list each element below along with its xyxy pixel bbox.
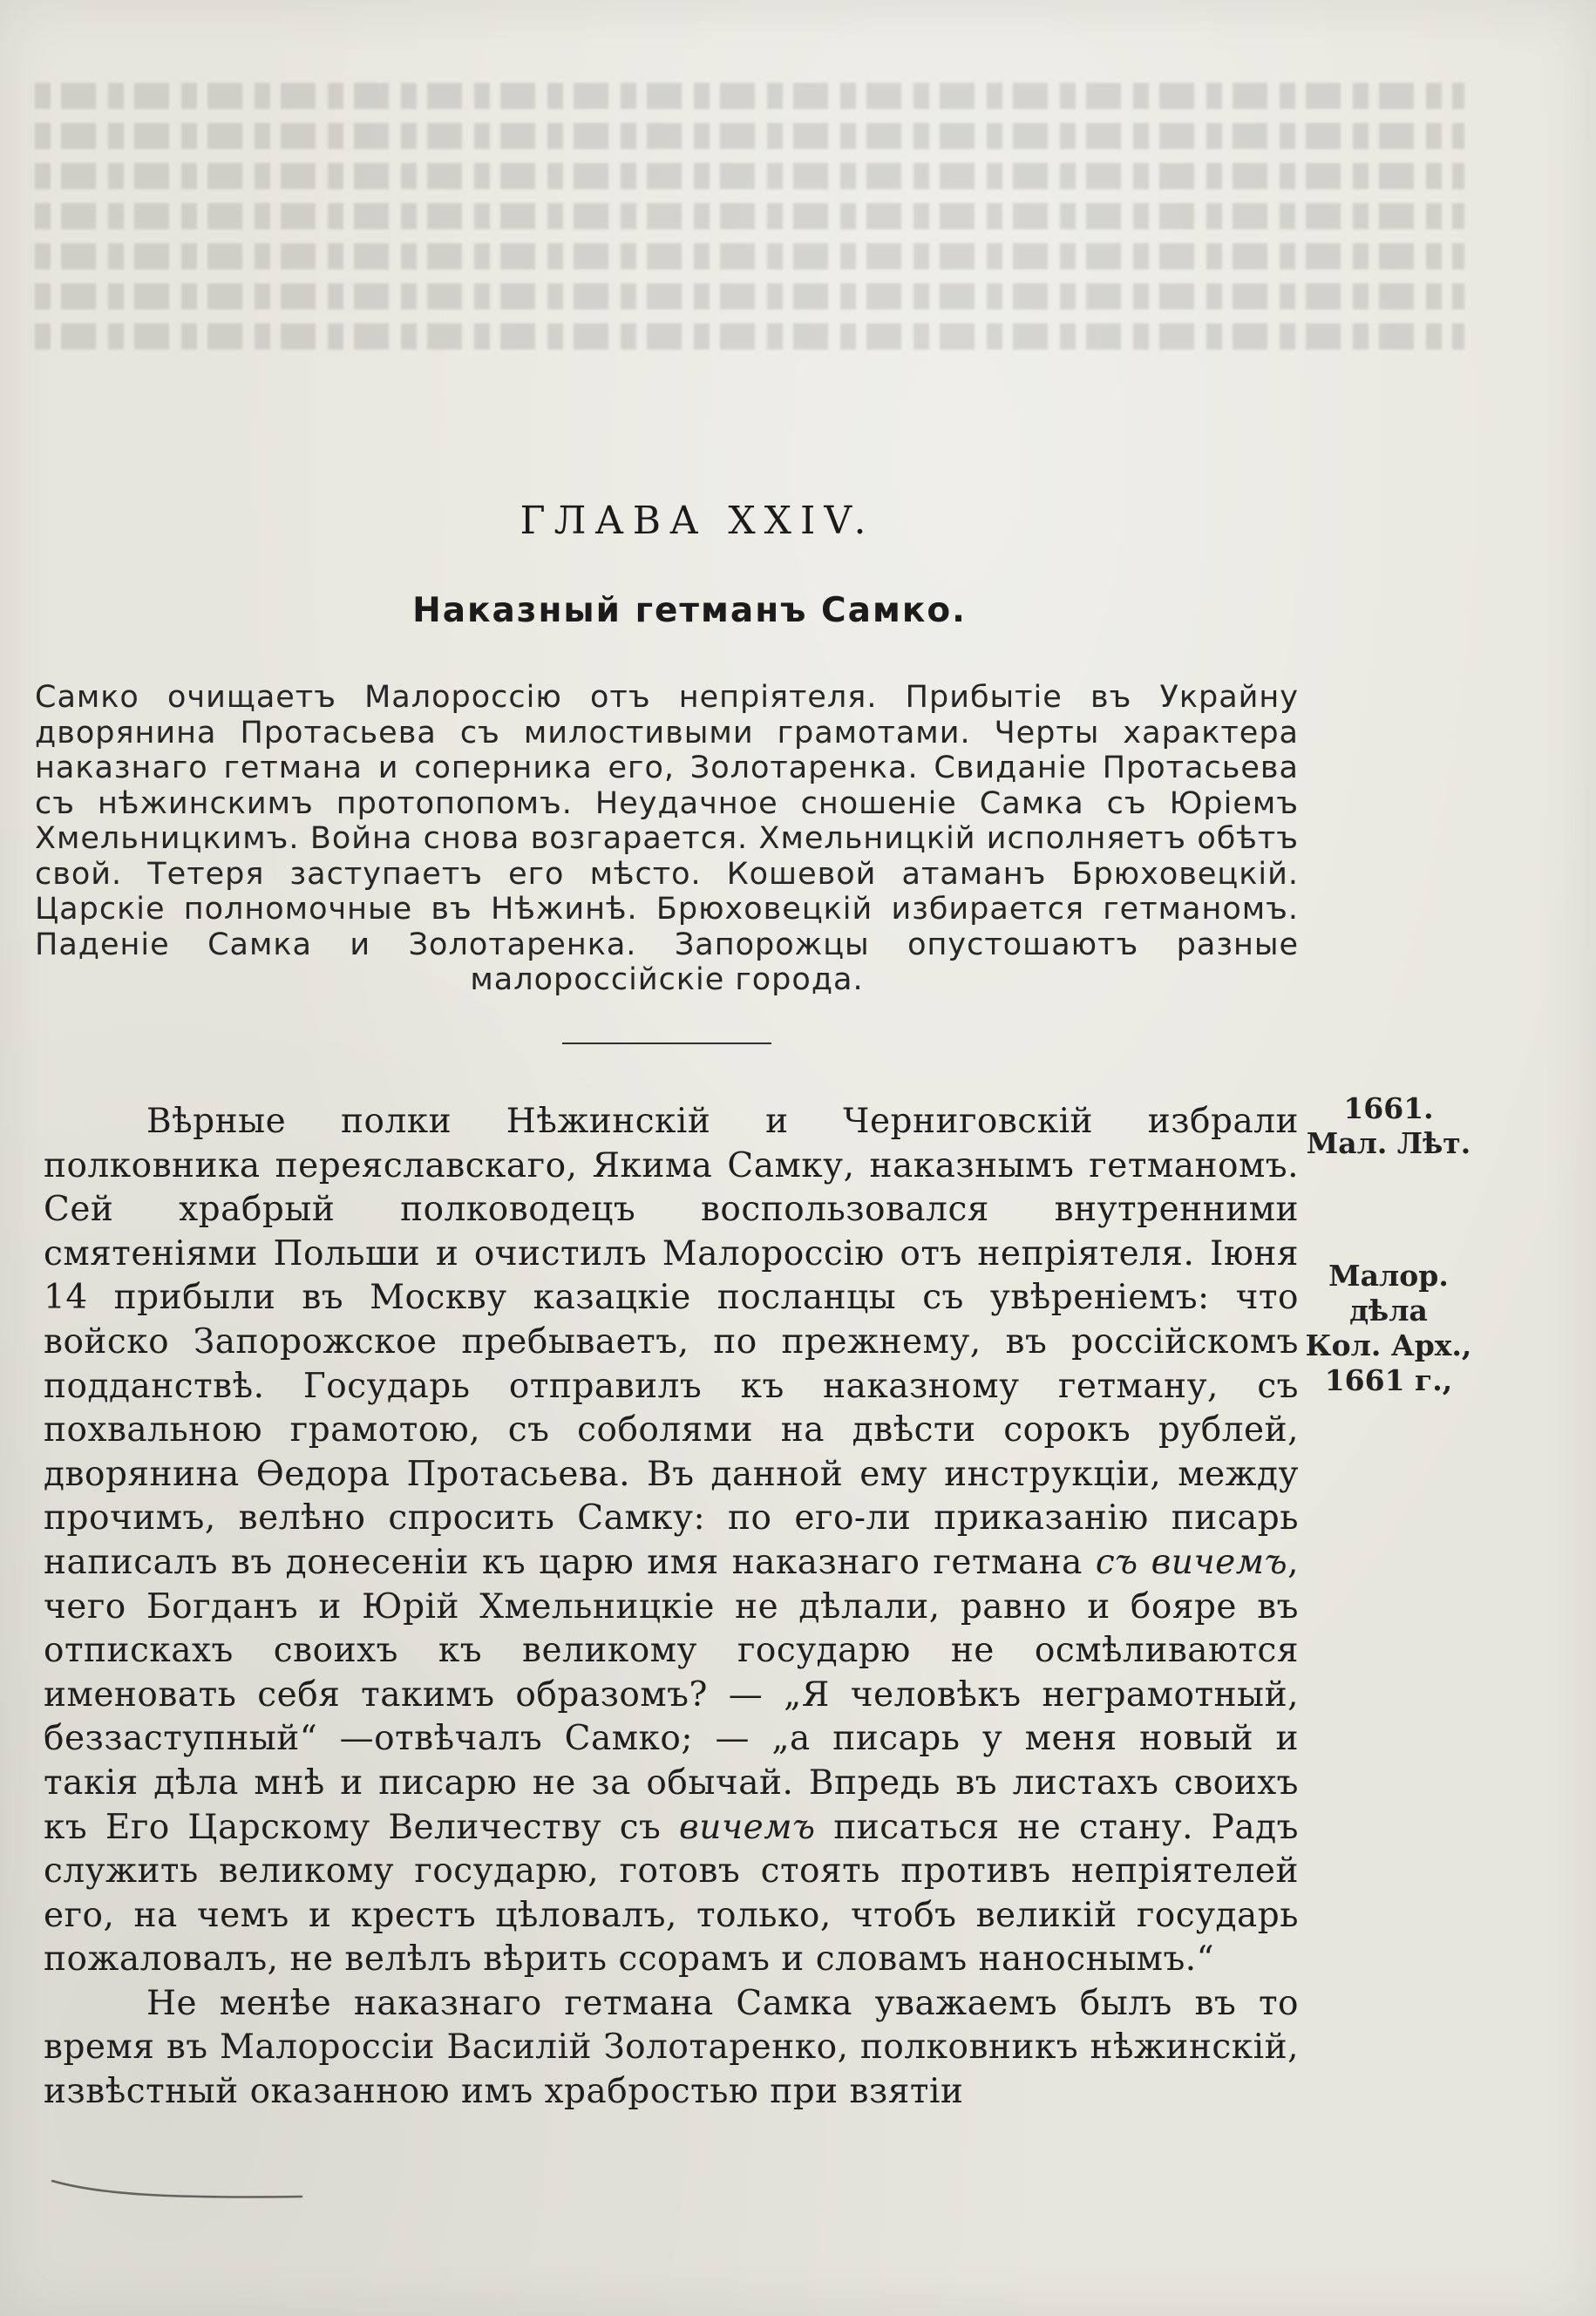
margin-note-2-line-1: Малор. <box>1328 1259 1449 1293</box>
paragraph-1 <box>44 1100 1299 1982</box>
margin-note-2-line-2: дѣла <box>1349 1294 1428 1328</box>
pencil-underline-mark <box>49 2172 310 2204</box>
paragraph-1-part-a: Вѣрные полки Нѣжинскій и Черниговскій избрали полковника переяславскаго, Якима Самку, наказнымъ гетманомъ. Сей храбрый полководецъ воспользовался внутренними смятеніями Польши и очистилъ Малороссію отъ непріятеля. Іюня 14 прибыли въ Москву казацкіе посланцы съ увѣреніемъ: что войско Запорожское пребываетъ, по прежнему, въ россійскомъ подданствѣ. Государь отправилъ къ наказному гетману, съ похвальною грамотою, съ соболями на двѣсти сорокъ рублей, дворянина Ѳедора Протасьева. Въ данной ему инструкціи, между прочимъ, велѣно спросить Самку: по его-ли приказанію писарь написалъ въ донесеніи къ царю имя наказнаго гетмана <box>44 1102 1299 1582</box>
italic-term-2: вичемъ <box>679 1807 816 1847</box>
paragraph-1-part-c: писаться не стану. Радъ служить великому государю, готовъ стоять противъ непріятелей его, на чемъ и крестъ цѣловалъ, только, чтобъ великій государь пожаловалъ, не велѣлъ вѣрить ссорамъ и словамъ наноснымъ.“ <box>44 1807 1299 1980</box>
margin-note-2 <box>1292 1259 1485 1398</box>
section-divider <box>562 1043 771 1044</box>
chapter-summary: Самко очищаетъ Малороссію отъ непріятеля. Прибытіе въ Украйну дворянина Протасьева съ милостивыми грамотами. Черты характера наказнаго гетмана и соперника его, Золотаренка. Свиданіе Протасьева съ нѣжинскимъ протопопомъ. Неудачное сношеніе Самка съ Юріемъ Хмельницкимъ. Война снова возгарается. Хмельницкій исполняетъ обѣтъ свой. Тетеря заступаетъ его мѣсто. Кошевой атаманъ Брюховецкій. Царскіе полномочные въ Нѣжинѣ. Брюховецкій избирается гетманомъ. Паденіе Самка и Золотаренка. Запорожцы опустошаютъ разные малороссійскіе города. <box>35 680 1299 997</box>
paragraph-1-part-b: , чего Богданъ и Юрій Хмельницкіе не дѣлали, равно и бояре въ отпискахъ своихъ къ великому государю не осмѣливаются именовать себя такимъ образомъ? — „Я человѣкъ неграмотный, беззаступный“ —отвѣчалъ Самко; — „а писарь у меня новый и такія дѣла мнѣ и писарю не за обычай. Впредь въ листахъ своихъ къ Его Царскому Величеству съ <box>44 1542 1299 1847</box>
margin-note-2-line-4: 1661 г., <box>1324 1363 1453 1397</box>
margin-note-1-source: Мал. Лѣт. <box>1306 1126 1471 1160</box>
margin-note-1 <box>1292 1091 1485 1161</box>
main-text <box>44 1100 1299 2115</box>
chapter-heading: ГЛАВА XXIV. <box>520 499 875 543</box>
margin-note-1-year: 1661. <box>1343 1091 1434 1125</box>
margin-note-2-line-3: Кол. Арх., <box>1305 1328 1472 1362</box>
chapter-title: Наказный гетманъ Самко. <box>412 591 967 630</box>
show-through-text <box>35 83 1464 431</box>
italic-term-1: съ вичемъ <box>1095 1542 1288 1582</box>
paragraph-2: Не менѣе наказнаго гетмана Самка уважаемъ былъ въ то время въ Малороссіи Василій Золотаренко, полковникъ нѣжинскій, извѣстный оказанною имъ храбростью при взятіи <box>44 1983 1299 2112</box>
